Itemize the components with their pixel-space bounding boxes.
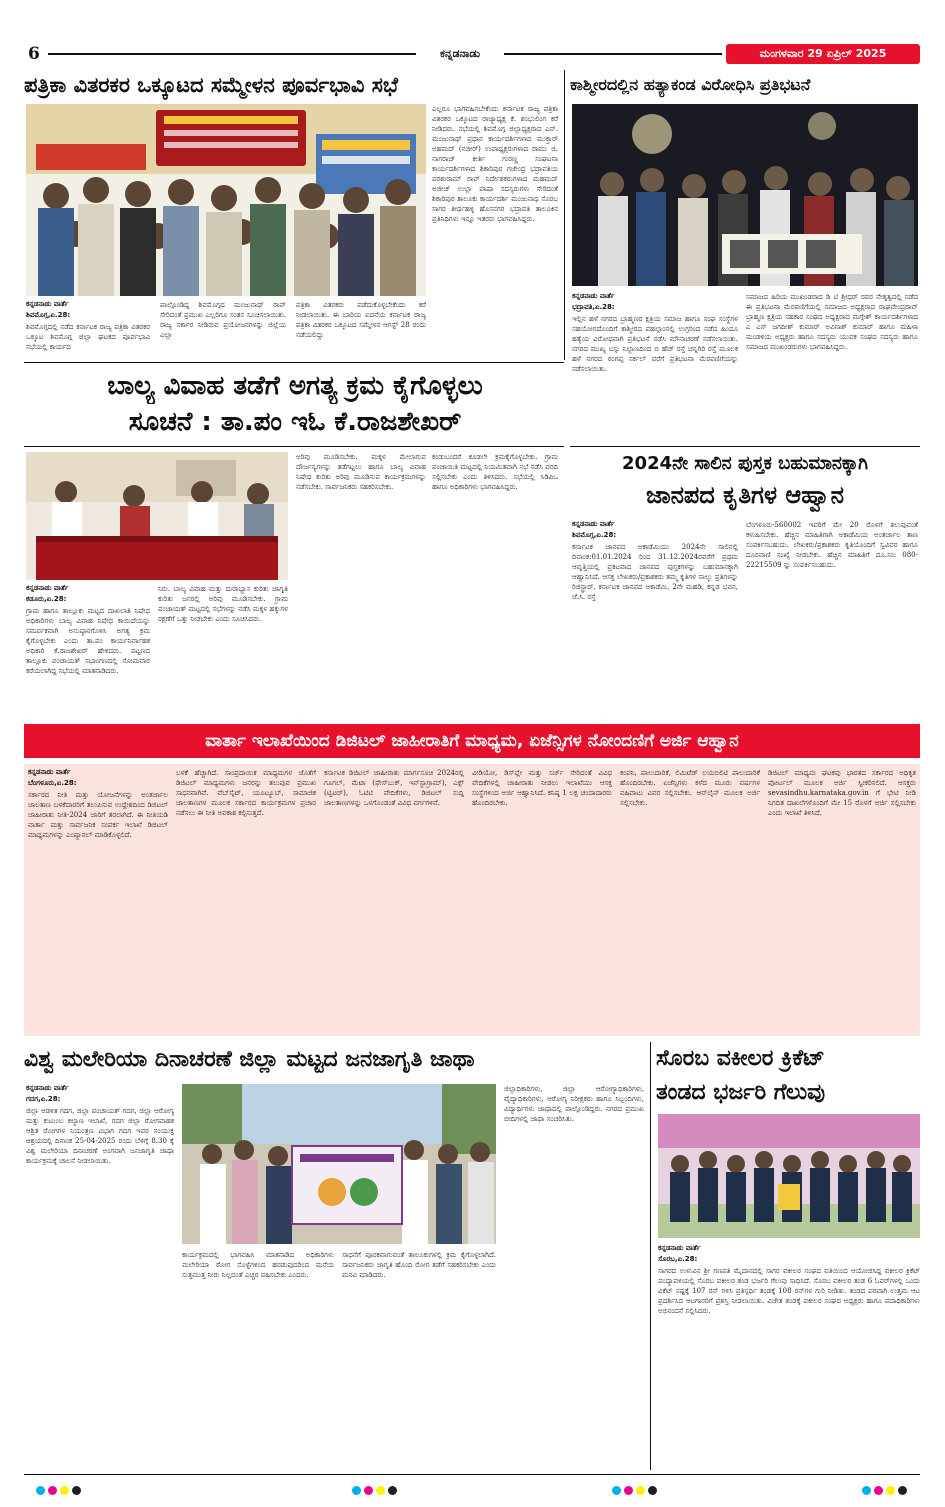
page-number: 6 [28,44,40,64]
divider-h-3 [570,446,920,447]
article-5-col2: ಬಳಕೆ ಹೆಚ್ಚಾಗಿದೆ. ಸಾಂಪ್ರದಾಯಿಕ ಮಾಧ್ಯಮಗಳ ಜೊತೆಗೆ ಡಿಜಿಟಲ್ ಮಾಧ್ಯಮಗಳು ಜನರನ್ನು ತಲುಪುವ ಪ್ರಮುಖ ಸಾಧನವಾಗಿವೆ. ವೆಬ್‌ಸೈಟ್, ಯೂಟ್ಯೂಬ್, ಸಾಮಾಜಿಕ ಜಾಲತಾಣಗಳ ಮೂಲಕ ಸರ್ಕಾರದ ಕಾರ್ಯಕ್ರಮಗಳ ಪ್ರಚಾರ ನಡೆಸಲು ಈ ನೀತಿ ಅವಕಾಶ ಕಲ್ಪಿಸುತ್ತದೆ. [176,769,316,817]
magenta-mark [874,1486,883,1495]
magenta-mark [48,1486,57,1495]
article-5-headline: ವಾರ್ತಾ ಇಲಾಖೆಯಿಂದ ಡಿಜಿಟಲ್ ಜಾಹೀರಾತಿಗೆ ಮಾಧ್ಯಮ, ಏಜೆನ್ಸಿಗಳ ನೋಂದಣಿಗೆ ಅರ್ಜಿ ಆಹ್ವಾನ [205,731,739,751]
cricket-team-photo-graphic [658,1114,920,1238]
article-5-byline: ಕನ್ನಡನಾಡು ವಾರ್ತೆ [28,768,71,776]
article-1-col3: ಪಾಲ್ಗೊಂಡಿದ್ದ ಶಿವಮೊಗ್ಗದ ಮಂಜುನಾಥ್ ರಾವ್ ಸೇರಿದಂತೆ ಪ್ರಮುಖ ಎಲ್ಲರಿಗೂ ಸಂತಸ ಸೂಚಿಸಲಾಯಿತು. ರಾಜ್ಯ ಸರ್ಕಾರ ನೀಡಿರುವ ಪ್ರಯೋಜನಗಳನ್ನು ಜಿಲ್ಲೆಯ ಎಲ್ಲಾ [160,301,286,339]
article-4-headline-line2: ಜಾನಪದ ಕೃತಿಗಳ ಆಹ್ವಾನ [645,481,844,509]
paper-name: ಕನ್ನಡನಾಡು [439,47,481,60]
official-meeting-photo-graphic [26,452,288,580]
article-4-col1: ಕರ್ನಾಟಕ ಜಾನಪದ ಅಕಾಡೆಮಿಯು 2024ನೇ ಸಾಲಿನಲ್ಲಿ ದಿನಾಂಕ:01.01.2024 ರಿಂದ 31.12.2024ರವರೆಗೆ ಪ್ರಥಮ ಆವೃತ್ತಿಯಲ್ಲಿ ಪ್ರಕಟವಾದ ಜಾನಪದ ಪುಸ್ತಕಗಳನ್ನು ಬಹುಮಾನಕ್ಕಾಗಿ ಆಹ್ವಾನಿಸಿದೆ. ಆಸಕ್ತ ಲೇಖಕರು/ಪ್ರಕಾಶಕರು ತಮ್ಮ ಕೃತಿಗಳ ನಾಲ್ಕು ಪ್ರತಿಗಳನ್ನು ರಿಜಿಸ್ಟ್ರಾರ್, ಕರ್ನಾಟಕ ಜಾನಪದ ಅಕಾಡೆಮಿ, 2ನೇ ಮಹಡಿ, ಕನ್ನಡ ಭವನ, ಜೆ.ಸಿ. ರಸ್ತೆ [572,543,738,601]
article-1-right-col: ಎಲ್ಲರೂ ಭಾಗವಹಿಸಬೇಕೆಂದು ಕರ್ನಾಟಕ ರಾಜ್ಯ ಪತ್ರಿಕಾ ವಿತರಕರ ಒಕ್ಕೂಟದ ರಾಜ್ಯಾಧ್ಯಕ್ಷ ಕೆ. ಶಂಭುಲಿಂಗ ಕರೆ ನೀಡಿದರು. ಸಭೆಯಲ್ಲಿ ಶಿವಮೊಗ್ಗ ಜಿಲ್ಲಾಧ್ಯಕ್ಷರಾದ ಎನ್. ಮಂಜುನಾಥ್ ಪ್ರಧಾನ ಕಾರ್ಯದರ್ಶಿಗಳಾದ ಮುಕ್ತಾರ್ ಅಹಮದ್ (ನಜೀರ್) ಉಪಾಧ್ಯಕ್ಷರುಗಳಾದ ರಾಮು ಜಿ. ನಾಗರಾಜ್ ಕೀರ್ತಿ ಗುರಣ್ಣ ಸಂಘಟನಾ ಕಾರ್ಯದರ್ಶಿಗಳಾದ ಶಿಕಾರಿಪುರ ಗಜೇಂದ್ರ ಭದ್ರಾವತಿಯ ಪರಶುರಾಮ್ ರಾವ್ ನಿರ್ದೇಶಕರುಗಳಾದ ಮಹಮದ್ ಅಜೀಜ್ ಉಲ್ಲಾ ಪಾಷಾ ಸದಸ್ಯರುಗಳು ಸೇರಿದಂತೆ ಶಿಕಾರಿಪುರ ತಾಲೂಕು ಕಾರ್ಯದರ್ಶಿ ಮಂಜುನಾಥ ಸೊರಬ ಸಾಗರ ತೀರ್ಥಹಳ್ಳಿ ಹೊಸನಗರ ಭದ್ರಾವತಿ ತಾಲೂಕಿನ ಪ್ರತಿನಿಧಿಗಳು ಇನ್ನೂ ಇತರರು ಭಾಗವಹಿಸಿದ್ದರು. [432,105,558,223]
cyan-mark [352,1486,361,1495]
black-mark [648,1486,657,1495]
article-2-col1: ಇಲ್ಲಿನ ಹಳೆ ನಗರದ ಬ್ರಾಹ್ಮಣರ ಕ್ಷತ್ರಿಯ ಸಮಾಜ ಹಾಗೂ ಸಂಘ ಸಂಸ್ಥೆಗಳ ಸಹಯೋಗದೊಂದಿಗೆ ಕಾಶ್ಮೀರದ ಪಹಲ್ಗಾಂನಲ್ಲಿ ಉಗ್ರರಿಂದ ನಡೆದ ಹಿಂದೂ ಹತ್ಯೆಯ ವಿರೋಧವಾಗಿ ಪ್ರತಿಭಟನೆ ನಡೆಸಿ ಮೌನಾಚರಣೆ ನಡೆಸಲಾಯಿತು. ನಗರದ ಮುಖ್ಯ ಬಸ್ಸು ನಿಲ್ದಾಣದಿಂದ ಬಿ ಹೆಚ್ ರಸ್ತೆ ಚನ್ನಗಿರಿ ರಸ್ತೆ ಮೂಲಕ ಹಳೆ ನಗರದ ರಂಗಪ್ಪ ಸರ್ಕಲ್ ವರೆಗೆ ಪ್ರತಿಭಟನಾ ಮೆರವಣಿಗೆಯನ್ನು ನಡೆಸಲಾಯಿತು. [572,315,738,373]
article-1-byline: ಕನ್ನಡನಾಡು ವಾರ್ತೆ [26,300,69,308]
article-2-byline: ಕನ್ನಡನಾಡು ವಾರ್ತೆ [572,292,615,300]
registration-marks-left [36,1480,96,1492]
article-6-byline: ಕನ್ನಡನಾಡು ವಾರ್ತೆ [26,1084,69,1092]
article-6-photo [182,1084,496,1244]
yellow-mark [60,1486,69,1495]
article-4-byline: ಕನ್ನಡನಾಡು ವಾರ್ತೆ [572,520,615,528]
yellow-mark [636,1486,645,1495]
malaria-rally-photo-graphic [182,1084,496,1244]
article-3-headline-line2: ಸೂಚನೆ : ತಾ.ಪಂ ಇಓ ಕೆ.ರಾಜಶೇಖರ್ [128,407,462,437]
article-7-byline: ಕನ್ನಡನಾಡು ವಾರ್ತೆ [658,1244,701,1252]
article-2-photo [572,104,918,286]
article-6-col4: ಜಿಲ್ಲಾಧಿಕಾರಿಗಳು, ಜಿಲ್ಲಾ ಆರೋಗ್ಯಾಧಿಕಾರಿಗಳು, ವೈದ್ಯಾಧಿಕಾರಿಗಳು, ಆರೋಗ್ಯ ನಿರೀಕ್ಷಕರು ಹಾಗೂ ಸಿಬ್ಬಂದಿಗಳು, ವಿದ್ಯಾರ್ಥಿಗಳು ಜಾಥಾದಲ್ಲಿ ಪಾಲ್ಗೊಂಡಿದ್ದರು. ನಗರದ ಪ್ರಮುಖ ಬೀದಿಗಳಲ್ಲಿ ಜಾಥಾ ಸಂಚರಿಸಿತು. [504,1085,644,1123]
registration-marks-right [862,1480,922,1492]
divider-h-1 [24,362,564,363]
meeting-photo-graphic [26,104,426,296]
article-1-photo [26,104,426,296]
magenta-mark [364,1486,373,1495]
masthead [22,44,920,66]
article-3-byline: ಕನ್ನಡನಾಡು ವಾರ್ತೆ [26,584,69,592]
article-5-col6: ಡಿಜಿಟಲ್ ಮಾಧ್ಯಮ ಘಟಕವು ಭಾರತದ ಸರ್ಕಾರದ ಅಧಿಕೃತ ಪೋರ್ಟಲ್ ಮೂಲಕ ಅರ್ಜಿ ಸ್ವೀಕರಿಸಲಿದೆ. ಆಸಕ್ತರು sevasindhu.karnataka.gov.in ಗೆ ಭೇಟಿ ನೀಡಿ ನಿಗದಿತ ದಾಖಲೆಗಳೊಂದಿಗೆ ಮೇ 15 ರೊಳಗೆ ಅರ್ಜಿ ಸಲ್ಲಿಸಬೇಕು ಎಂದು ಇಲಾಖೆ ತಿಳಿಸಿದೆ. [768,769,916,817]
black-mark [388,1486,397,1495]
cyan-mark [862,1486,871,1495]
article-6-col2: ಕಾರ್ಯಕ್ರಮದಲ್ಲಿ ಭಾಗವಹಿಸಿ ಮಾತನಾಡಿದ ಅಧಿಕಾರಿಗಳು ಮಲೇರಿಯಾ ರೋಗ ಸೊಳ್ಳೆಗಳಿಂದ ಹರಡುವುದರಿಂದ ಮನೆಯ ಸುತ್ತಮುತ್ತ ನೀರು ನಿಲ್ಲದಂತೆ ಎಚ್ಚರ ವಹಿಸಬೇಕು ಎಂದರು. [182,1251,334,1279]
article-5-col1: ಸರ್ಕಾರದ ನೀತಿ ಮತ್ತು ಯೋಜನೆಗಳನ್ನು ಅಂತರ್ಜಾಲ ಜಾಲತಾಣ ಬಳಕೆದಾರರಿಗೆ ತಲುಪಿಸುವ ಉದ್ದೇಶದಿಂದ ಡಿಜಿಟಲ್ ಜಾಹೀರಾತು ನೀತಿ-2024 ಜಾರಿಗೆ ತರಲಾಗಿದೆ. ಈ ನೀತಿಯಡಿ ವಾರ್ತಾ ಮತ್ತು ಸಾರ್ವಜನಿಕ ಸಂಪರ್ಕ ಇಲಾಖೆ ಡಿಜಿಟಲ್ ಮಾಧ್ಯಮಗಳನ್ನು ಎಂಪ್ಯಾನಲ್ ಮಾಡಿಕೊಳ್ಳಲಿದೆ. [28,791,168,839]
cyan-mark [36,1486,45,1495]
black-mark [898,1486,907,1495]
article-5-dateline: ಬೆಂಗಳೂರು,ಏ.28: [28,779,77,787]
yellow-mark [376,1486,385,1495]
divider-v-top [564,70,565,360]
footer-rule [24,1474,920,1475]
article-1-headline: ಪತ್ರಿಕಾ ವಿತರಕರ ಒಕ್ಕೂಟದ ಸಮ್ಮೇಳನ ಪೂರ್ವಭಾವಿ ಸಭೆ [24,73,399,97]
article-5-headline-banner [24,724,920,758]
article-4-col2: ಬೆಂಗಳೂರು-560002 ಇವರಿಗೆ ಮೇ 20 ರೊಳಗೆ ತಲುಪುವಂತೆ ಕಳುಹಿಸಬೇಕು. ಹೆಚ್ಚಿನ ಮಾಹಿತಿಗಾಗಿ ಅಕಾಡೆಮಿಯ ಅಂತರ್ಜಾಲ ತಾಣ ಸಂಪರ್ಕಿಸಬಹುದು. ಲೇಖಕರು/ಪ್ರಕಾಶಕರು ಕೃತಿಯೊಂದಿಗೆ ಸ್ವವಿವರ ಹಾಗೂ ದೂರವಾಣಿ ಸಂಖ್ಯೆ ನೀಡಬೇಕು. ಹೆಚ್ಚಿನ ಮಾಹಿತಿಗೆ ದೂ.ಸಂ: 080-22215509 ನ್ನು ಸಂಪರ್ಕಿಸಬಹುದು. [746,521,918,569]
article-1-col4: ಪತ್ರಿಕಾ ವಿತರಕರು ಪಡೆದುಕೊಳ್ಳಬೇಕೆಂದು ಕರೆ ನೀಡಲಾಯಿತು. ಈ ಬಾರಿಯ ಐದನೆಯ ಕರ್ನಾಟಕ ರಾಜ್ಯ ಪತ್ರಿಕಾ ವಿತರಕರ ಒಕ್ಕೂಟದ ಸಮ್ಮೇಳನ ಆಗಸ್ಟ್ 28 ರಂದು ನಡೆಯಲಿದ್ದು [296,301,426,339]
divider-h-2 [24,446,564,447]
registration-marks-center-left [352,1480,412,1492]
masthead-rule-right [504,53,722,55]
article-6-col3: ಸಾಧನೆಗೆ ಪೂರಕವಾಗುವಂತೆ ತಾಲೂಕುಗಳಲ್ಲಿ ಕ್ರಮ ಕೈಗೊಳ್ಳಲಾಗಿದೆ. ಸಾರ್ವಜನಿಕರು ಜಾಗೃತಿ ಹೊಂದಿ ರೋಗ ತಡೆಗೆ ಸಹಕರಿಸಬೇಕು ಎಂದು ಮನವಿ ಮಾಡಿದರು. [342,1251,496,1279]
cyan-mark [612,1486,621,1495]
article-4-dateline: ಶಿವಮೊಗ್ಗ,ಏ.28: [572,531,617,539]
article-7-body: ಸಾಗರದ ಉಳುವಿನ ಶ್ರೀ ಗಣಪತಿ ಮೈದಾನದಲ್ಲಿ ಸಾಗರ ವಕೀಲರ ಸಂಘದ ವತಿಯಿಂದ ಆಯೋಜಿಸಿದ್ದ ವಕೀಲರ ಕ್ರಿಕೆಟ್ ಪಂದ್ಯಾವಳಿಯಲ್ಲಿ ಸೊರಬ ವಕೀಲರ ತಂಡ ಭರ್ಜರಿ ಗೆಲುವು ಸಾಧಿಸಿದೆ. ಸೊರಬ ವಕೀಲರ ತಂಡ 6 ಓವರ್‌ಗಳಲ್ಲಿ ಒಂದು ವಿಕೆಟ್ ನಷ್ಟಕ್ಕೆ 107 ರನ್ ಗಳಿಸಿ ಪ್ರತಿಸ್ಪರ್ಧಿ ತಂಡಕ್ಕೆ 108 ರನ್‌ಗಳ ಗುರಿ ನೀಡಿತು. ತಂಡದ ಪರವಾಗಿ ಉತ್ತಮ ಆಟ ಪ್ರದರ್ಶಿಸಿದ ಆಟಗಾರರಿಗೆ ಪ್ರಶಸ್ತಿ ನೀಡಲಾಯಿತು. ವಿಜೇತ ತಂಡಕ್ಕೆ ವಕೀಲರ ಸಂಘದ ಅಧ್ಯಕ್ಷರು ಹಾಗೂ ಪದಾಧಿಕಾರಿಗಳು ಅಭಿನಂದನೆ ಸಲ್ಲಿಸಿದರು. [658,1267,920,1315]
article-3-headline-line1: ಬಾಲ್ಯ ವಿವಾಹ ತಡೆಗೆ ಅಗತ್ಯ ಕ್ರಮ ಕೈಗೊಳ್ಳಲು [107,371,483,401]
article-2-dateline: ಭದ್ರಾವತಿ,ಏ.28: [572,303,615,311]
black-mark [72,1486,81,1495]
article-3-dateline: ಕಡೂರು,ಏ.28: [26,595,67,603]
article-2-col2: ಸಮಾಜದ ಹಿರಿಯ ಮುಖಂಡರಾದ ಡಿ ಟಿ ಶ್ರೀಧರ್ ರವರ ನೇತೃತ್ವದಲ್ಲಿ ನಡೆದ ಈ ಪ್ರತಿಭಟನಾ ಮೆರವಣಿಗೆಯಲ್ಲಿ ಸಮಾಜದ ಅಧ್ಯಕ್ಷರಾದ ರಾಘವೇಂದ್ರರಾವ್ ಬ್ರಾಹ್ಮಣ ಕ್ಷತ್ರಿಯ ಸಹಕಾರ ಸಂಘದ ಅಧ್ಯಕ್ಷರಾದ ಮಗ್ಗೇಶ್ ಕಾರ್ಯದರ್ಶಿಗಳಾದ ಎ ಎಸ್ ಜಗದೀಶ್ ಕುಮಾರ್ ಅವಿನಾಶ್ ಕುಮಾರ್ ಹಾಗೂ ಮಹಿಳಾ ಮಂಡಳಿಯ ಅಧ್ಯಕ್ಷರು ಹಾಗೂ ಸದಸ್ಯರು ಯುವಕ ಸಂಘದ ಸದಸ್ಯರು ಹಾಗೂ ಸಮಾಜದ ಮುಖಂಡರುಗಳು ಭಾಗವಹಿಸಿದ್ದರು. [746,293,918,351]
date-banner [726,44,920,64]
article-1-lead: ಶಿವಮೊಗ್ಗದಲ್ಲಿ ನಡೆದ ಕರ್ನಾಟಕ ರಾಜ್ಯ ಪತ್ರಿಕಾ ವಿತರಕರ ಒಕ್ಕೂಟ ಶಿವಮೊಗ್ಗ ಜಿಲ್ಲಾ ಘಟಕದ ಪೂರ್ವಭಾವಿ ಸಭೆಯಲ್ಲಿ ಕಾರ್ಯದ [26,323,150,351]
article-5-col5: ಕಂಪನಿ, ಪಾಲುದಾರಿಕೆ, ಲಿಮಿಟೆಡ್ ಲಯಬಿಲಿಟಿ ಪಾಲುದಾರಿಕೆ ಹೊಂದಿರಬೇಕು. ಏಜೆನ್ಸಿಗಳು ಕಳೆದ ಮೂರು ವರ್ಷಗಳ ವಹಿವಾಟು ವಿವರ ಸಲ್ಲಿಸಬೇಕು. ಆನ್‌ಲೈನ್ ಮೂಲಕ ಅರ್ಜಿ ಸಲ್ಲಿಸಬೇಕು. [620,769,760,807]
article-7-headline-line2: ತಂಡದ ಭರ್ಜರಿ ಗೆಲುವು [656,1080,826,1105]
article-3-col1: ಗ್ರಾಮ ಹಾಗೂ ತಾಲ್ಲೂಕು ಮಟ್ಟದ ದಾಖಲಾತಿ ನಿಷೇಧ ಅಧಿಕಾರಿಗಳು ಬಾಲ್ಯ ವಿವಾಹ ನಿಷೇಧ ಕಾಯಿದೆಯನ್ನು ಸಮರ್ಪಕವಾಗಿ ಅನುಷ್ಠಾನಗೊಳಿಸಿ ಅಗತ್ಯ ಕ್ರಮ ಕೈಗೊಳ್ಳಬೇಕು ಎಂದು ತಾ.ಪಂ ಕಾರ್ಯನಿರ್ವಾಹಕ ಅಧಿಕಾರಿ ಕೆ.ರಾಜಶೇಖರ್ ಹೇಳಿದರು. ಪಟ್ಟಣದ ತಾಲ್ಲೂಕು ಪಂಚಾಯತ್ ಸಭಾಂಗಣದಲ್ಲಿ ಸೋಮವಾರ ಕರೆಯಲಾಗಿದ್ದ ಸಭೆಯಲ್ಲಿ ಮಾತನಾಡಿದರು. [26,607,150,675]
article-3-col4: ಕಂಡುಬಂದರೆ ಕೂಡಲೇ ಕ್ರಮಕೈಗೊಳ್ಳಬೇಕು. ಗ್ರಾಮ ಪಂಚಾಯಿತಿ ಮಟ್ಟದಲ್ಲಿ ನಿಯಮಿತವಾಗಿ ಸಭೆ ನಡೆಸಿ ವರದಿ ಸಲ್ಲಿಸಬೇಕು ಎಂದು ತಿಳಿಸಿದರು. ಸಭೆಯಲ್ಲಿ ಸಿಡಿಪಿಒ ಹಾಗೂ ಅಧಿಕಾರಿಗಳು ಭಾಗವಹಿಸಿದ್ದರು. [432,453,558,491]
article-1-dateline: ಶಿವಮೊಗ್ಗ,ಏ.28: [26,311,71,319]
article-3-photo [26,452,288,580]
article-6-headline: ವಿಶ್ವ ಮಲೇರಿಯಾ ದಿನಾಚರಣೆ ಜಿಲ್ಲಾ ಮಟ್ಟದ ಜನಜಾಗೃತಿ ಜಾಥಾ [24,1047,475,1072]
article-6-dateline: ಗದಗ,ಏ.28: [26,1095,61,1103]
article-2-headline: ಕಾಶ್ಮೀರದಲ್ಲಿನ ಹತ್ಯಾಕಂಡ ವಿರೋಧಿಸಿ ಪ್ರತಿಭಟನೆ [570,75,811,94]
article-4-headline-line1: 2024ನೇ ಸಾಲಿನ ಪುಸ್ತಕ ಬಹುಮಾನಕ್ಕಾಗಿ [622,453,868,474]
article-7-dateline: ಸೊರಬ,ಏ.28: [658,1255,698,1263]
protest-night-photo-graphic [572,104,918,286]
magenta-mark [624,1486,633,1495]
registration-marks-center-right [612,1480,672,1492]
article-7-photo [658,1114,920,1238]
masthead-rule-left [48,53,416,55]
article-3-col3: ಅರಿವು ಮೂಡಿಸಬೇಕು. ಮಕ್ಕಳ ಮೇಲಾಗುವ ದೌರ್ಜನ್ಯಗಳನ್ನು ತಡೆಗಟ್ಟಲು ಹಾಗೂ ಬಾಲ್ಯ ವಿವಾಹ ನಿಷೇಧ ಕುರಿತು ಅರಿವು ಮೂಡಿಸುವ ಕಾರ್ಯಕ್ರಮಗಳನ್ನು ನಡೆಸಬೇಕು. ಸಾರ್ವಜನಿಕರು ಸಹಕರಿಸಬೇಕು. [296,453,426,491]
divider-v-bottom [650,1042,651,1470]
date-text: ಮಂಗಳವಾರ 29 ಏಪ್ರಿಲ್ 2025 [759,47,887,60]
article-5-col4: ವೀಡಿಯೋ, ಡಿಸ್‌ಪ್ಲೇ ಮತ್ತು ಸರ್ಚ್ ಸೇರಿದಂತೆ ವಿವಿಧ ವೇದಿಕೆಗಳಲ್ಲಿ ಜಾಹೀರಾತು ನೀಡಲು ಇಲಾಖೆಯು ಆಸಕ್ತ ಸಂಸ್ಥೆಗಳಿಂದ ಅರ್ಜಿ ಆಹ್ವಾನಿಸಿದೆ. ಕನಿಷ್ಠ 1 ಲಕ್ಷ ಚಂದಾದಾರರು ಹೊಂದಿರಬೇಕು. [472,769,612,807]
article-6-col1: ಜಿಲ್ಲಾ ಆಡಳಿತ ಗದಗ, ಜಿಲ್ಲಾ ಪಂಚಾಯತ್ ಗದಗ, ಜಿಲ್ಲಾ ಆರೋಗ್ಯ ಮತ್ತು ಕುಟುಂಬ ಕಲ್ಯಾಣ ಇಲಾಖೆ, ಗದಗ ಜಿಲ್ಲಾ ರೋಗವಾಹಕ ಆಶ್ರಿತ ರೋಗಗಳ ನಿಯಂತ್ರಣ ವಿಭಾಗ ಗದಗ ಇವರ ಸಂಯುಕ್ತ ಆಶ್ರಯದಲ್ಲಿ ದಿನಾಂಕ 25-04-2025 ರಂದು ಬೆಳಿಗ್ಗೆ 8.30 ಕ್ಕೆ ವಿಶ್ವ ಮಲೇರಿಯಾ ದಿನಾಚರಣೆ ಅಂಗವಾಗಿ ಜನಜಾಗೃತಿ ಜಾಥಾ ಕಾರ್ಯಕ್ರಮಕ್ಕೆ ಚಾಲನೆ ನೀಡಲಾಯಿತು. [26,1107,174,1165]
article-7-headline-line1: ಸೊರಬ ವಕೀಲರ ಕ್ರಿಕೆಟ್ [656,1046,825,1071]
article-5-col3: ಕರ್ನಾಟಕ ಡಿಜಿಟಲ್ ಜಾಹೀರಾತು ಮಾರ್ಗಸೂಚಿ 2024ರಲ್ಲಿ ಗೂಗಲ್, ಮೆಟಾ (ಫೇಸ್‌ಬುಕ್, ಇನ್‌ಸ್ಟಾಗ್ರಾಮ್), ಎಕ್ಸ್ (ಟ್ವಿಟರ್), ಓಟಿಟಿ ವೇದಿಕೆಗಳು, ಡಿಜಿಟಲ್ ಸುದ್ದಿ ಜಾಲತಾಣಗಳನ್ನು ಒಳಗೊಂಡಂತೆ ವಿವಿಧ ವರ್ಗಗಳಿವೆ. [324,769,464,807]
article-3-col2: ನಿರು. ಬಾಲ್ಯ ವಿವಾಹ ಮತ್ತು ದುರಾಭ್ಯಾಸ ಕುರಿತು ಜಾಗೃತಿ ಕುರಿತು ಜನರಲ್ಲಿ ಅರಿವು ಮೂಡಿಸಬೇಕು. ಗ್ರಾಮ ಪಂಚಾಯತ್ ಮಟ್ಟದಲ್ಲಿ ಸಭೆಗಳನ್ನು ನಡೆಸಿ ಮಕ್ಕಳ ಹಕ್ಕುಗಳ ರಕ್ಷಣೆಗೆ ಒತ್ತು ನೀಡಬೇಕು ಎಂದು ಸೂಚಿಸಿದರು. [158,585,288,623]
yellow-mark [886,1486,895,1495]
